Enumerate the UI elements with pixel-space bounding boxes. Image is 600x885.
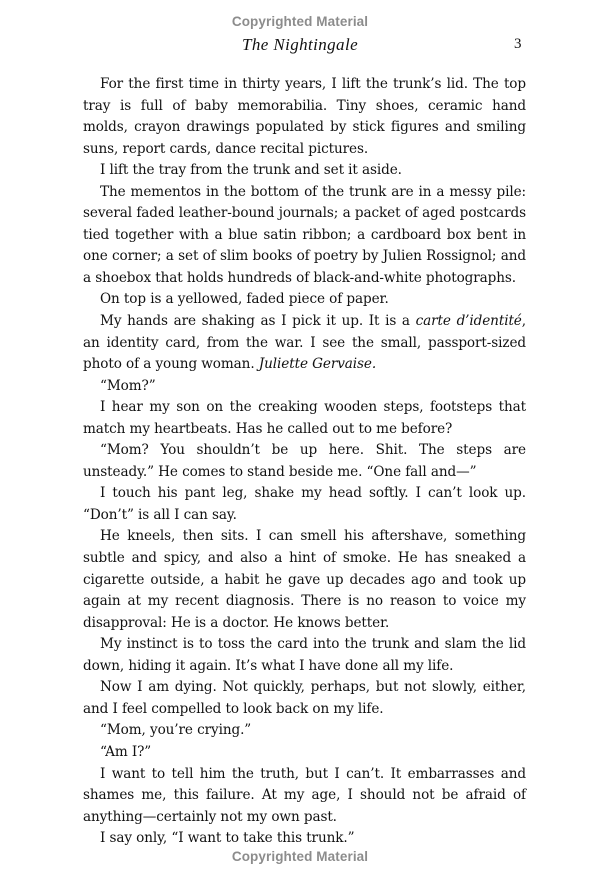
- paragraph: [83, 677, 526, 720]
- paragraph-text: Now I am dying. Not quickly, perhaps, but not slowly, either, and I feel compelled to look back on my life.: [83, 679, 526, 717]
- paragraph: [83, 720, 526, 742]
- paragraph-text: The mementos in the bottom of the trunk are in a messy pile: several faded leather-bound journals; a packet of aged postcards tied together with a blue satin ribbon; a cardboard box bent in one corner; a set of slim books of poetry by Julien Rossignol; and a shoebox that holds hundreds of black-and-white photographs.: [83, 183, 526, 286]
- paragraph: [83, 160, 526, 182]
- paragraph-text: My instinct is to toss the card into the trunk and slam the lid down, hiding it again. It’s what I have done all my life.: [83, 636, 526, 674]
- paragraph-text: I lift the tray from the trunk and set it aside.: [100, 162, 402, 179]
- paragraph-text: My hands are shaking as I pick it up. It is a: [100, 313, 416, 330]
- paragraph-text: For the first time in thirty years, I lift the trunk’s lid. The top tray is full of baby memorabilia. Tiny shoes, ceramic hand molds, crayon drawings populated by stick figures and smiling suns, report cards, dance recital pictures.: [83, 76, 526, 157]
- italic-text: Juliette Gervaise.: [258, 356, 377, 373]
- paragraph-text: “Mom?”: [100, 377, 156, 394]
- paragraph: [83, 182, 526, 290]
- watermark-bottom: Copyrighted Material: [231, 849, 369, 864]
- paragraph: [83, 74, 526, 160]
- paragraph: [83, 289, 526, 311]
- paragraph-text: “Mom, you’re crying.”: [100, 722, 252, 739]
- paragraph-text: “Mom? You shouldn’t be up here. Shit. The steps are unsteady.” He comes to stand beside me. “One fall and—”: [83, 442, 526, 480]
- paragraph-text: I touch his pant leg, shake my head softly. I can’t look up. “Don’t” is all I can say.: [83, 485, 526, 523]
- paragraph-text: I say only, “I want to take this trunk.”: [100, 830, 355, 847]
- paragraph-text: I hear my son on the creaking wooden steps, footsteps that match my heartbeats. Has he called out to me before?: [83, 399, 526, 437]
- paragraph: [83, 526, 526, 634]
- paragraph: [83, 440, 526, 483]
- italic-text: carte d’identité: [415, 313, 522, 330]
- paragraph-text: He kneels, then sits. I can smell his aftershave, something subtle and spicy, and also a hint of smoke. He has sneaked a cigarette outside, a habit he gave up decades ago and took up again at my recent diagnosis. There is no reason to voice my disapproval: He is a doctor. He knows better.: [83, 528, 526, 631]
- paragraph-text: I want to tell him the truth, but I can’t. It embarrasses and shames me, this failure. At my age, I should not be afraid of anything—certainly not my own past.: [83, 765, 526, 825]
- paragraph: [83, 483, 526, 526]
- paragraph: [83, 634, 526, 677]
- paragraph: [83, 376, 526, 398]
- paragraph-text: “Am I?”: [100, 743, 152, 760]
- watermark-top: Copyrighted Material: [231, 14, 369, 29]
- paragraph-text: On top is a yellowed, faded piece of paper.: [100, 291, 389, 308]
- paragraph-text: , an identity card, from the war. I see the small, passport-sized photo of a young woman.: [83, 313, 526, 373]
- paragraph: [83, 828, 526, 850]
- running-title: The Nightingale: [241, 35, 359, 54]
- paragraph: [83, 764, 526, 829]
- body-text: [83, 74, 526, 850]
- page-number: 3: [514, 36, 522, 52]
- paragraph: [83, 311, 526, 376]
- paragraph: [83, 742, 526, 764]
- paragraph: [83, 397, 526, 440]
